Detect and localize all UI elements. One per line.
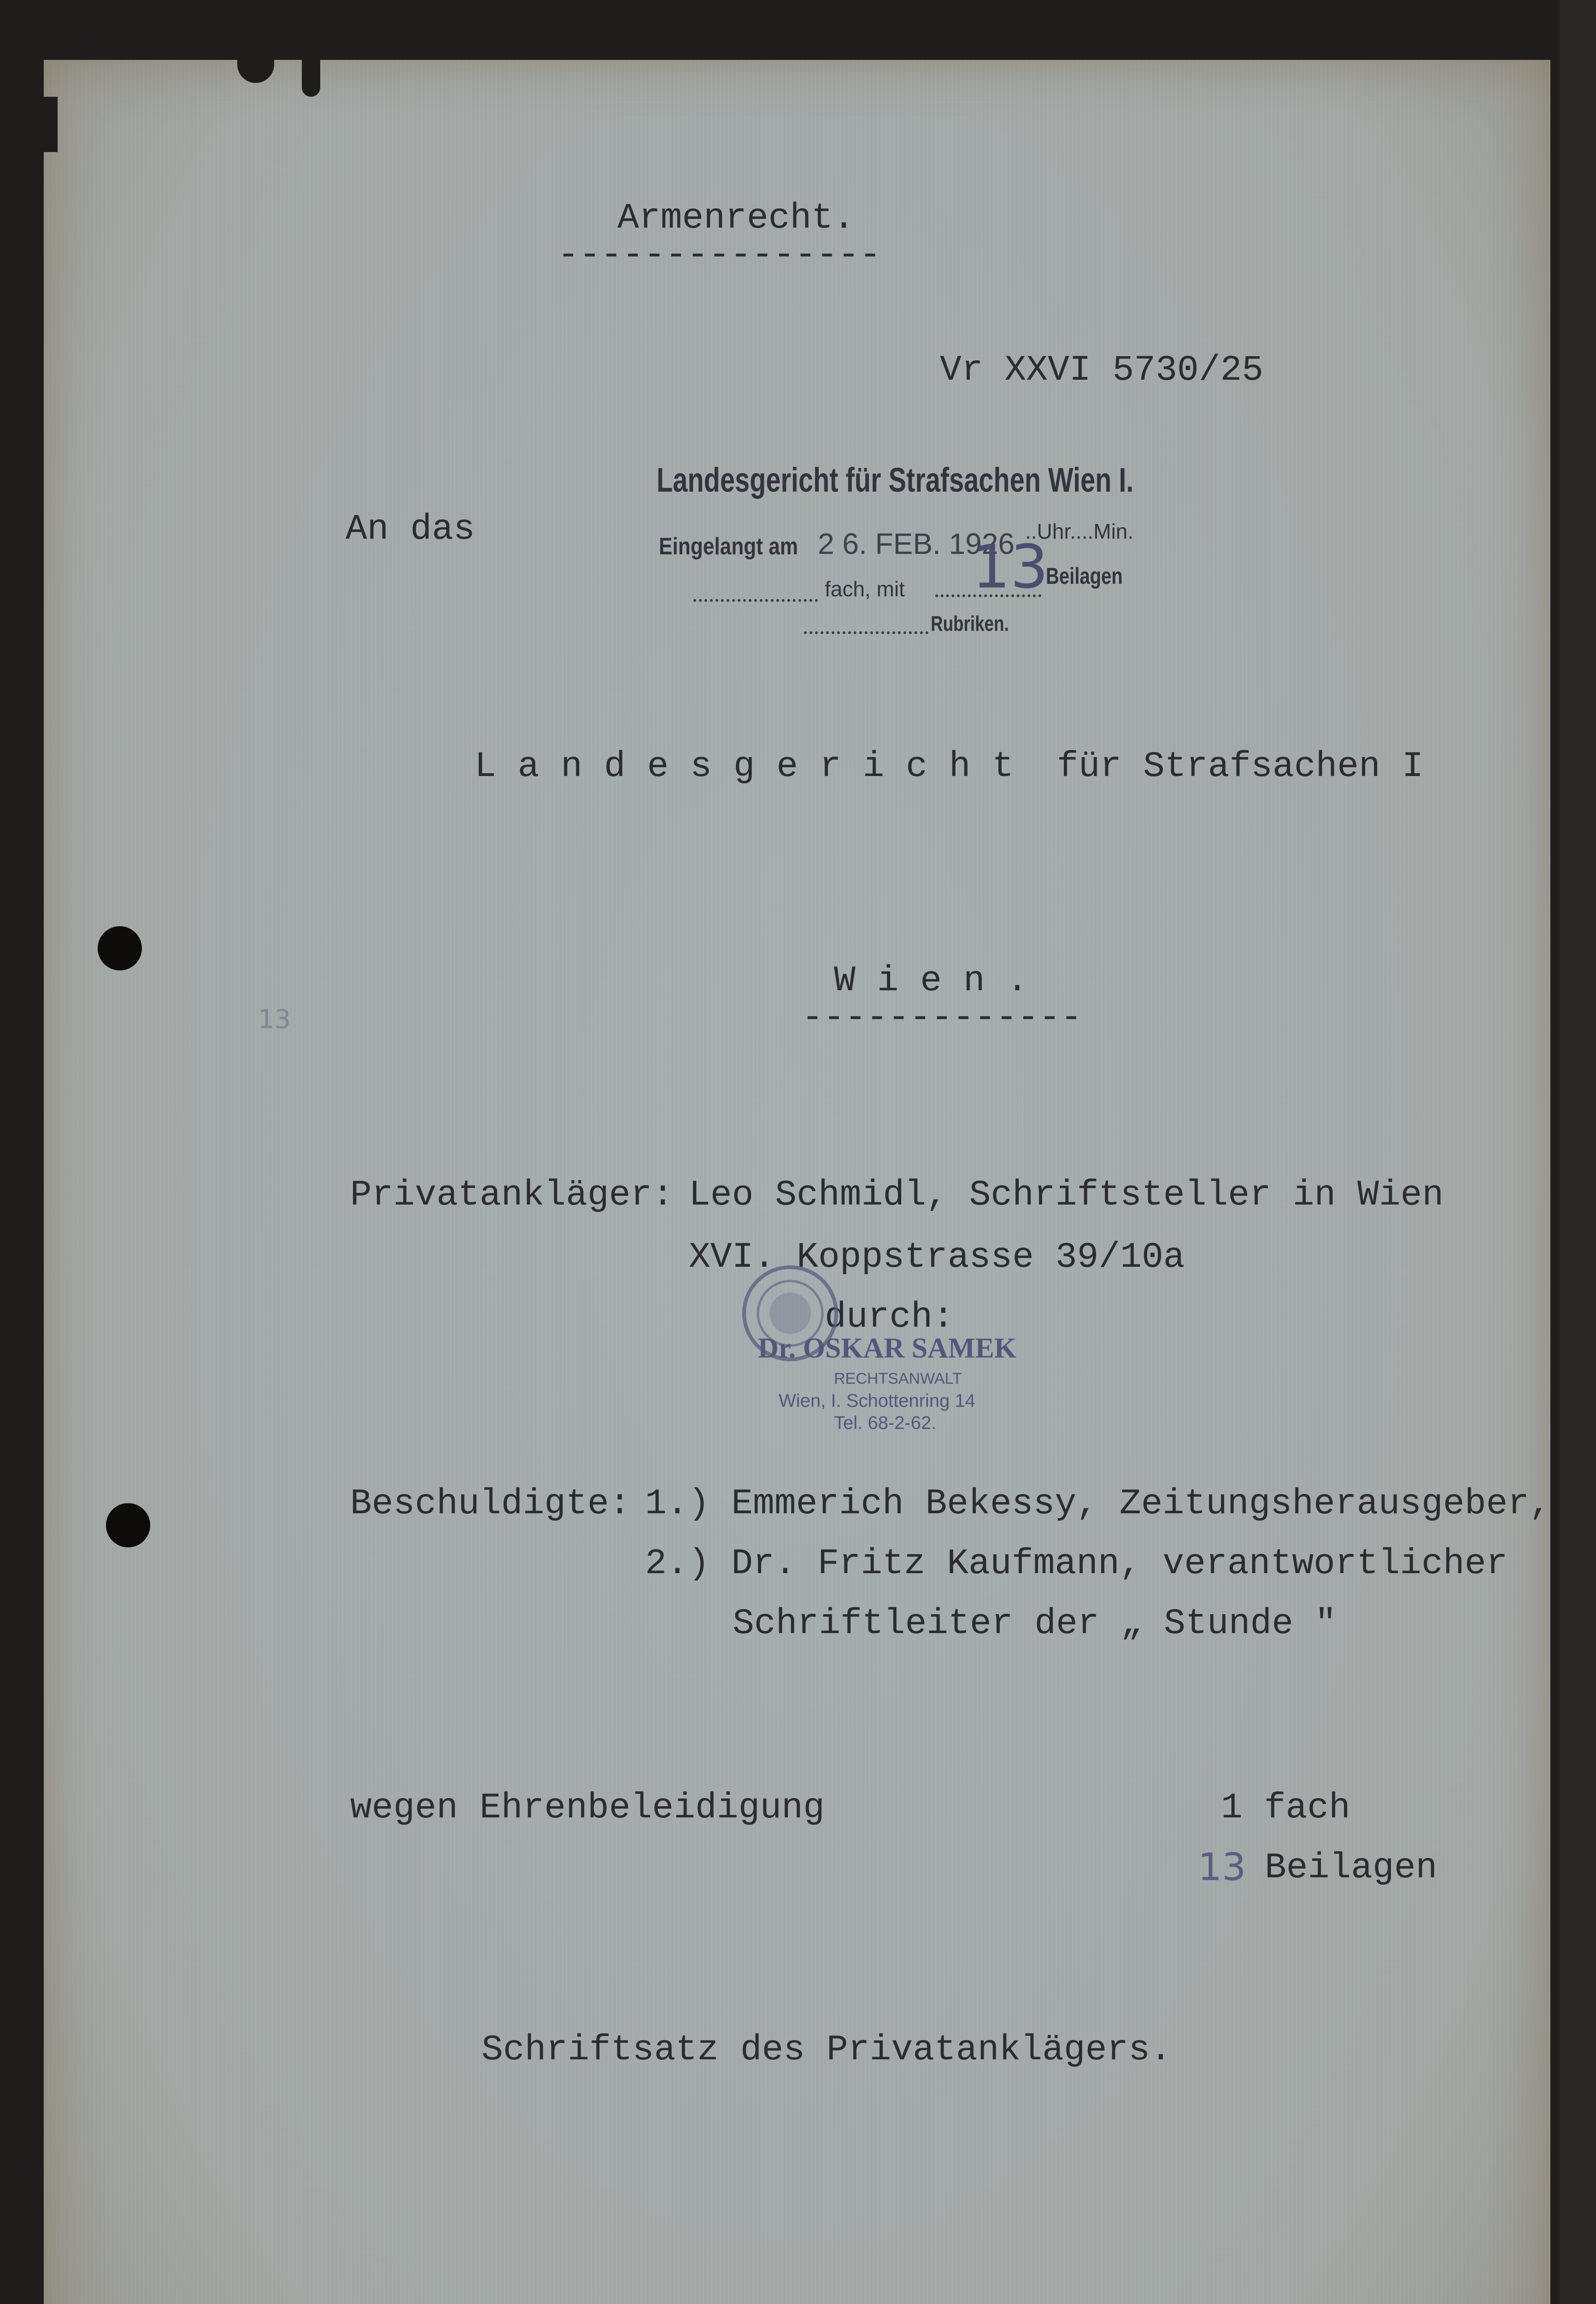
city-underline: ------------- [802,998,1082,1038]
stamp-dotted-line [935,594,1041,597]
lawyer-phone: Tel. 68-2-62. [834,1413,937,1433]
beilagen-number: 13 [1198,1846,1246,1889]
beschuldigte-item-3: Schriftleiter der „ Stunde " [733,1604,1337,1644]
representation-label: durch: [825,1297,954,1338]
stamp-beilagen-label: Beilagen [1046,563,1123,589]
paper-tear [237,55,274,83]
stamp-beilagen-number: 13 [972,532,1049,602]
stamp-rubriken: Rubriken. [931,611,1009,635]
margin-note: 13 [258,1005,291,1034]
stamp-date: 2 6. FEB. 1926 [818,527,1015,560]
privatanklaeger-address: XVI. Koppstrasse 39/10a [689,1237,1185,1278]
city: W i e n . [834,961,1028,1001]
privatanklaeger-label: Privatankläger: [350,1175,674,1216]
stamp-received-label: Eingelangt am [659,533,798,560]
beschuldigte-item-1: 1.) Emmerich Bekessy, Zeitungsherausgeber, [645,1484,1551,1524]
punch-hole [106,1503,150,1547]
lawyer-address: Wien, I. Schottenring 14 [779,1391,975,1411]
paper-tear [302,55,320,97]
stamp-dotted-line [804,631,928,634]
stamp-dotted-line [693,599,818,602]
lawyer-name: Dr. OSKAR SAMEK [758,1333,1016,1364]
stamp-fach-label: fach, mit [825,577,905,601]
stamp-time: ..Uhr....Min. [1025,519,1134,543]
punch-hole [98,926,142,970]
beschuldigte-item-2: 2.) Dr. Fritz Kaufmann, verantwortlicher [645,1544,1508,1584]
privatanklaeger-name: Leo Schmidl, Schriftsteller in Wien [689,1175,1444,1216]
beschuldigte-label: Beschuldigte: [350,1484,631,1524]
case-number: Vr XXVI 5730/25 [940,350,1264,391]
heading: Armenrecht. [617,198,855,239]
copies: 1 fach [1221,1788,1350,1828]
stamp-court-name: Landesgericht für Strafsachen Wien I. [657,461,1134,499]
document-title: Schriftsatz des Privatanklägers. [481,2030,1172,2070]
court-name: L a n d e s g e r i c h t für Strafsachen I [475,746,1424,787]
addressee-prefix: An das [346,509,475,550]
scan-border [1560,0,1596,2304]
paper-tear [39,97,58,152]
charge: wegen Ehrenbeleidigung [350,1788,825,1828]
heading-underline: --------------- [557,235,881,276]
beilagen-label: Beilagen [1265,1848,1438,1888]
lawyer-title: RECHTSANWALT [834,1370,962,1387]
